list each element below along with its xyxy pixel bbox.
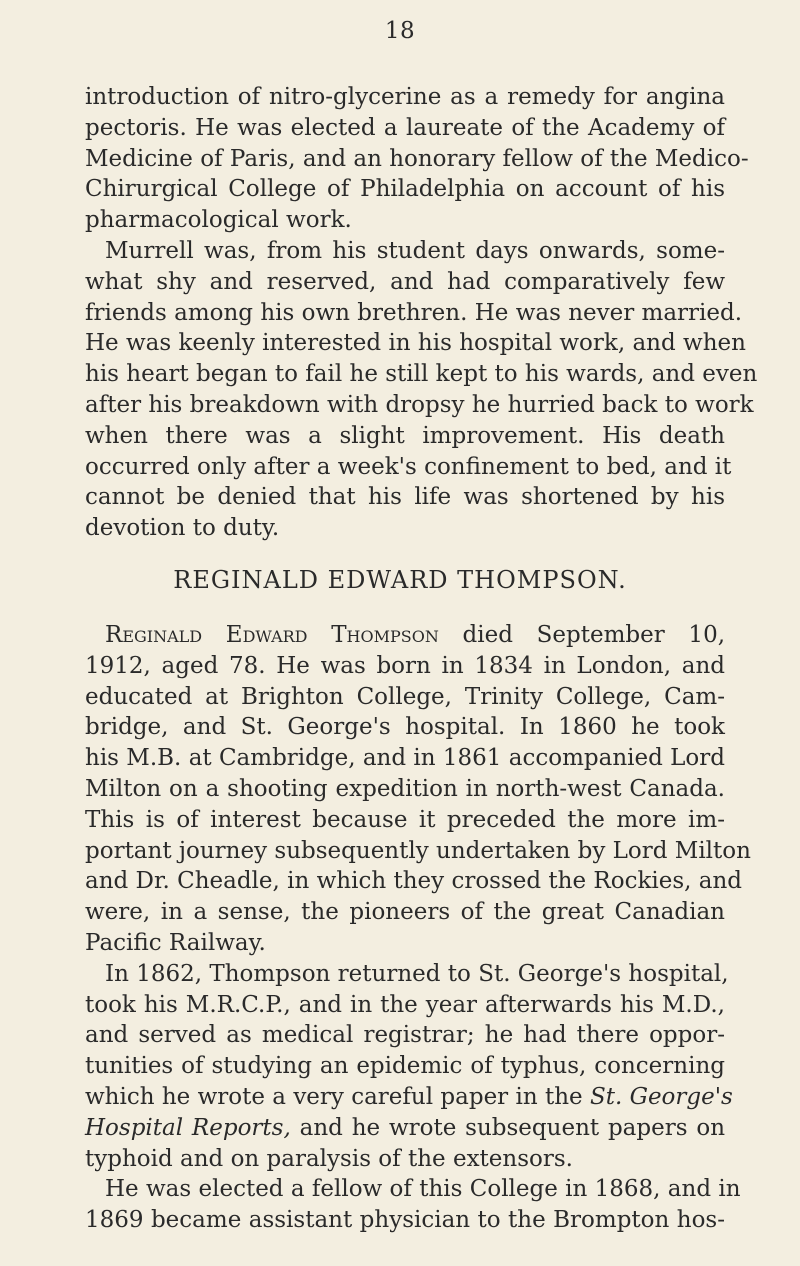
text-line: Pacific Railway. xyxy=(85,929,266,956)
section-heading: REGINALD EDWARD THOMPSON. xyxy=(173,566,627,594)
text-line: and served as medical registrar; he had there oppor- xyxy=(85,1022,725,1049)
text-line xyxy=(85,1113,725,1144)
text-line: Murrell was, from his student days onwards, some- xyxy=(105,237,725,264)
journal-title: St. George's xyxy=(589,1083,733,1110)
text-line: Chirurgical College of Philadelphia on account of his xyxy=(85,176,725,203)
page-number: 18 xyxy=(384,18,416,44)
text-line: cannot be denied that his life was shortened by his xyxy=(85,484,725,511)
text-line: and Dr. Cheadle, in which they crossed the Rockies, and xyxy=(85,868,743,895)
text-line: his M.B. at Cambridge, and in 1861 accompanied Lord xyxy=(85,745,725,772)
text-line: bridge, and St. George's hospital. In 1860 he took xyxy=(85,714,725,741)
text-line: 1869 became assistant physician to the Brompton hos- xyxy=(85,1207,725,1234)
text-line: tunities of studying an epidemic of typhus, concerning xyxy=(85,1053,725,1080)
text-fragment: died September 10, xyxy=(462,622,726,648)
text-line: He was keenly interested in his hospital work, and when xyxy=(85,330,746,357)
text-line: after his breakdown with dropsy he hurried back to work xyxy=(85,391,754,418)
text-line: typhoid and on paralysis of the extensors. xyxy=(85,1145,573,1172)
thompson-section xyxy=(85,620,751,1236)
text-line: his heart began to fail he still kept to his wards, and even xyxy=(85,361,758,388)
text-line: occurred only after a week's confinement to bed, and it xyxy=(85,453,732,480)
text-line: introduction of nitro-glycerine as a remedy for angina xyxy=(85,84,725,110)
text-line: In 1862, Thompson returned to St. George's hospital, xyxy=(105,960,729,987)
text-line: 1912, aged 78. He was born in 1834 in London, and xyxy=(85,652,725,679)
text-line: This is of interest because it preceded the more im- xyxy=(85,806,725,833)
text-line: what shy and reserved, and had comparatively few xyxy=(85,268,725,295)
text-line: pectoris. He was elected a laureate of the Academy of xyxy=(85,114,725,141)
text-fragment: which he wrote a very careful paper in the xyxy=(85,1083,583,1110)
text-line xyxy=(85,1082,733,1113)
text-line: educated at Brighton College, Trinity College, Cam- xyxy=(85,683,725,710)
text-line: when there was a slight improvement. His death xyxy=(85,422,725,449)
text-line: pharmacological work. xyxy=(85,207,352,234)
text-line: Milton on a shooting expedition in north-west Canada. xyxy=(85,775,725,802)
text-line: took his M.R.C.P., and in the year afterwards his M.D., xyxy=(85,991,725,1018)
text-fragment: and he wrote subsequent papers on xyxy=(299,1114,726,1141)
text-line: portant journey subsequently undertaken by Lord Milton xyxy=(85,837,751,864)
text-line: Medicine of Paris, and an honorary fellow of the Medico- xyxy=(85,145,749,172)
text-line: devotion to duty. xyxy=(85,515,280,542)
murrell-section xyxy=(85,82,758,544)
text-line: friends among his own brethren. He was never married. xyxy=(85,299,743,326)
text-line: were, in a sense, the pioneers of the great Canadian xyxy=(85,899,725,926)
journal-title: Hospital Reports, xyxy=(85,1114,291,1141)
text-line: He was elected a fellow of this College in 1868, and in xyxy=(105,1176,741,1203)
text-line xyxy=(85,620,725,651)
subject-name: Reginald Edward Thompson xyxy=(105,622,439,648)
